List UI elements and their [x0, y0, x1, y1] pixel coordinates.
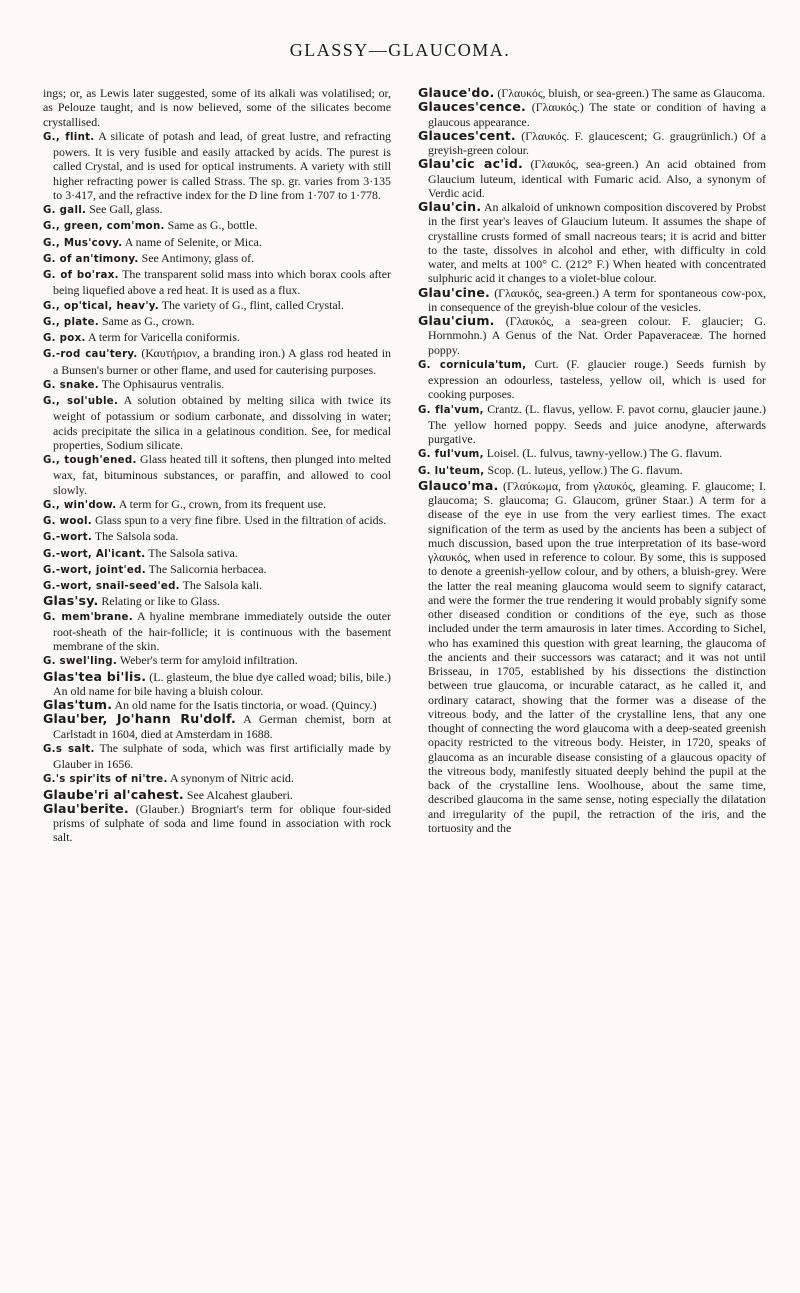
- sub-headword: G. snake.: [43, 379, 99, 391]
- sub-headword: G. fla'vum,: [418, 404, 484, 416]
- sub-headword: G., flint.: [43, 131, 95, 143]
- sub-headword: G. swel'ling.: [43, 656, 118, 668]
- definition-text: The transparent solid mass into which borax cools after being liquefied above a red heat. It is used as a flux.: [53, 267, 391, 298]
- sub-headword: G., tough'ened.: [43, 455, 137, 466]
- dictionary-entry: [418, 286, 766, 315]
- dictionary-entry: [43, 670, 391, 699]
- definition-text: The Salsola soda.: [94, 529, 179, 544]
- sub-headword: G.-rod cau'tery.: [43, 349, 138, 361]
- sub-entry: [418, 357, 766, 402]
- sub-headword: G. pox.: [43, 333, 86, 344]
- sub-entry: [43, 741, 391, 772]
- definition-text: A solution obtained by melting silica with twice its weight of potassium or sodium carbonate, and dissolving in water; acids precipitate the silica in a gelatinous condition. See, for medical properties, Sodium silicate.: [53, 393, 391, 452]
- sub-headword: G. ful'vum,: [418, 449, 484, 461]
- sub-entry: [43, 578, 391, 594]
- sub-entry: [43, 251, 391, 267]
- sub-entry: [43, 129, 391, 202]
- headword: Glau'cic ac'id.: [418, 156, 524, 172]
- dictionary-entry: [418, 157, 766, 200]
- sub-headword: G.'s spir'its of ni'tre.: [43, 774, 168, 786]
- sub-entry: [418, 446, 766, 462]
- definition-text: A synonym of Nitric acid.: [169, 771, 294, 786]
- definition-text: (Γλαυκός. F. glaucescent; G. graugrünlich.) Of a greyish-green colour.: [428, 128, 766, 157]
- definition-text: (Γλαύκωμα, from γλαυκός, gleaming. F. glaucome; I. glaucoma; S. glaucoma; G. Glaucom, grüner Staar.) A term for a disease of the eye in use from the very earliest times. The exact signification of the term as used by the ancients has been a subject of much discussion, based upon the true interpretation of its base-word γλαυκός, when used in reference to colour. By some, this is supposed to denote a greenish-yellow colour, and by others, a bluish-grey. Were the latter the real meaning glaucoma would seem to signify cataract, and were the former the true rendering it would probably signify some other diseased condition or conditions of the eye, such as those included under the term amaurosis in later times. According to Sichel, who has examined this question with great learning, the glaucoma of the ancients and their successors was cataract; and it was not until Brisseau, in 1705, established by his dissections the distinction between true glaucoma, or incurable cataract, as he called it, and ordinary cataract, showing that the former was a disease of the vitreous body, and the latter of the crystalline lens, that any one thought of connecting the word glaucoma with a deep-seated greenish opacity restricted to the vitreous body. Heister, in 1720, speaks of glaucoma as an incurable disease consisting of a glaucous opacity of the vitreous body, manifestly situated deeply behind the pupil at the back of the crystalline lens. Woolhouse, about the same time, described glaucoma in the same sense, noting especially the dilatation and irregularity of the pupil, the retraction of the iris, and the tortuosity and the: [428, 478, 766, 835]
- definition-text: (Γλαυκός, sea-green.) An acid obtained from Glaucium luteum, identical with Fumaric acid. Also, a synonym of Verdic acid.: [428, 157, 766, 200]
- sub-headword: G.-wort, snail-seed'ed.: [43, 581, 180, 592]
- definition-text: (Glauber.) Brogniart's term for oblique four-sided prisms of sulphate of soda and lime found in association with rock salt.: [53, 801, 392, 845]
- definition-text: See Antimony, glass of.: [141, 250, 255, 265]
- dictionary-entry: [418, 100, 766, 129]
- dictionary-entry: [418, 129, 766, 158]
- definition-text: The Salsola sativa.: [148, 545, 238, 560]
- headword: Glau'cium.: [418, 313, 495, 328]
- definition-text: A term for G., crown, from its frequent use.: [118, 496, 327, 511]
- sub-headword: G.-wort.: [43, 532, 93, 544]
- dictionary-entry: [418, 200, 766, 286]
- sub-entry: [43, 546, 391, 562]
- sub-entry: [43, 314, 391, 330]
- dictionary-entry: [418, 86, 766, 100]
- definition-text: A silicate of potash and lead, of great lustre, and refracting powers. It is very fusible and easily attacked by acids. The purest is called Crystal, and is used for optical instruments. A variety with still higher refracting power is called Strass. The sp. gr. varies from 3·135 to 3·417, and the refractive index for the D line from 1·707 to 1·778.: [53, 128, 391, 202]
- dictionary-entry: [43, 594, 391, 608]
- headword: Glas'tum.: [43, 697, 113, 712]
- definition-text: The Salsola kali.: [182, 578, 263, 592]
- definition-text: A name of Selenite, or Mica.: [124, 234, 262, 249]
- definition-text: The Ophisaurus ventralis.: [101, 376, 225, 391]
- running-head: GLASSY—GLAUCOMA.: [289, 40, 511, 60]
- sub-headword: G., plate.: [43, 316, 99, 328]
- definition-text: Loisel. (L. fulvus, tawny-yellow.) The G. flavum.: [486, 446, 723, 461]
- definition-text: See Gall, glass.: [89, 202, 163, 216]
- sub-headword: G. of bo'rax.: [43, 270, 119, 281]
- definition-text: An old name for the Isatis tinctoria, or woad. (Quincy.): [114, 698, 377, 712]
- continued-text: [43, 86, 391, 129]
- sub-headword: G., sol'uble.: [43, 396, 119, 407]
- definition-text: An alkaloid of unknown composition discovered by Probst in the first year's leaves of Glaucium luteum. It assumes the shape of crystalline crusts formed of small nacreous tears; it is acrid and bitter to the taste, dissolves in alcohol and ether, with difficulty in cold water, and melts at 100° C. (212° F.) When heated with concentrated sulphuric acid it changes to a violet-blue colour.: [428, 200, 766, 286]
- definition-text: Same as G., bottle.: [167, 218, 258, 233]
- sub-entry: [43, 202, 391, 218]
- sub-headword: G. lu'teum,: [418, 465, 485, 477]
- definition-text: A German chemist, born at Carlstadt in 1604, died at Amsterdam in 1688.: [53, 712, 391, 741]
- sub-entry: [43, 497, 391, 513]
- sub-headword: G., win'dow.: [43, 499, 117, 511]
- sub-entry: [43, 562, 391, 578]
- definition-text: The variety of G., flint, called Crystal.: [161, 297, 344, 312]
- dictionary-entry: [43, 788, 391, 802]
- definition-text: Glass heated till it softens, then plunged into melted wax, fat, bituminous substances, or paraffin, and allowed to cool slowly.: [53, 452, 391, 497]
- definition-text: (Καυτήριον, a branding iron.) A glass rod heated in a Bunsen's burner or other flame, and used for cauterising purposes.: [53, 346, 391, 377]
- definition-text: The sulphate of soda, which was first artificially made by Glauber in 1656.: [53, 740, 392, 771]
- left-column: [43, 86, 391, 845]
- right-column: [418, 86, 766, 835]
- dictionary-entry: [418, 479, 766, 835]
- definition-text: (Γλαυκός, sea-green.) A term for spontaneous cow-pox, in consequence of the greyish-blue colour of the vesicles.: [428, 285, 766, 314]
- sub-entry: [43, 346, 391, 377]
- sub-headword: G., op'tical, heav'y.: [43, 300, 159, 312]
- sub-entry: [418, 402, 766, 447]
- definition-text: A term for Varicella coniformis.: [87, 330, 240, 344]
- dictionary-entry: [43, 698, 391, 712]
- sub-headword: G., Mus'covy.: [43, 237, 123, 249]
- sub-entry: [43, 235, 391, 251]
- dictionary-entry: [43, 802, 391, 845]
- headword: Glau'ber, Jo'hann Ru'dolf.: [43, 711, 236, 727]
- definition-text: Curt. (F. glaucier rouge.) Seeds furnish by expression an odourless, tasteless, yellow oil, which is used for cooking purposes.: [428, 356, 766, 402]
- sub-headword: G.-wort, joint'ed.: [43, 564, 146, 576]
- definition-text: (L. glasteum, the blue dye called woad; bilis, bile.) An old name for bile having a bluish colour.: [53, 669, 391, 698]
- sub-entry: [43, 298, 391, 314]
- sub-headword: G. of an'timony.: [43, 253, 139, 265]
- definition-text: Glass spun to a very fine fibre. Used in the filtration of acids.: [94, 513, 387, 527]
- sub-entry: [43, 771, 391, 787]
- sub-entry: [43, 529, 391, 545]
- definition-text: Weber's term for amyloid infiltration.: [119, 653, 298, 668]
- sub-headword: G. gall.: [43, 205, 87, 216]
- sub-headword: G., green, com'mon.: [43, 221, 165, 233]
- headword: Glau'berite.: [43, 800, 129, 816]
- definition-text: Same as G., crown.: [101, 313, 195, 328]
- sub-entry: [43, 377, 391, 393]
- dictionary-entry: [418, 314, 766, 357]
- headword: Glauces'cent.: [418, 127, 516, 143]
- sub-headword: G.-wort, Al'icant.: [43, 548, 146, 560]
- sub-headword: G. cornicula'tum,: [418, 359, 527, 371]
- headword: Glauce'do.: [418, 85, 495, 100]
- sub-headword: G. mem'brane.: [43, 611, 133, 623]
- definition-text: The Salicornia herbacea.: [148, 561, 267, 576]
- sub-entry: [43, 330, 391, 346]
- headword: Glau'cin.: [418, 199, 482, 214]
- headword: Glauces'cence.: [418, 99, 527, 115]
- sub-headword: G.s salt.: [43, 743, 95, 755]
- sub-entry: [43, 609, 391, 654]
- definition-text: A hyaline membrane immediately outside the outer root-sheath of the hair-follicle; it is continuous with the basement membrane of the skin.: [53, 608, 391, 653]
- definition-text: Scop. (L. luteus, yellow.) The G. flavum.: [487, 462, 683, 477]
- definition-text: ings; or, as Lewis later suggested, some of its alkali was volatilised; or, as Pelouze taught, and is now believed, some of the silicates become crystallised.: [43, 86, 391, 129]
- headword: Glas'tea bi'lis.: [43, 668, 147, 684]
- sub-entry: [43, 267, 391, 298]
- definition-text: Crantz. (L. flavus, yellow. F. pavot cornu, glaucier jaune.) The yellow horned poppy. Seeds and juice anodyne, afterwards purgative.: [428, 401, 766, 446]
- sub-entry: [43, 393, 391, 452]
- sub-headword: G. wool.: [43, 516, 92, 527]
- definition-text: (Γλαυκός, a sea-green colour. F. glaucier; G. Hornmohn.) A Genus of the Nat. Order Papaveraceæ. The horned poppy.: [428, 314, 766, 357]
- headword: Glaube'ri al'cahest.: [43, 786, 184, 802]
- dictionary-entry: [43, 712, 391, 741]
- sub-entry: [43, 653, 391, 669]
- headword: Glau'cine.: [418, 284, 491, 300]
- sub-entry: [43, 513, 391, 529]
- headword: Glas'sy.: [43, 593, 99, 609]
- headword: Glauco'ma.: [418, 477, 499, 493]
- definition-text: (Γλαυκός, bluish, or sea-green.) The same as Glaucoma.: [497, 86, 766, 100]
- definition-text: (Γλαυκός.) The state or condition of having a glaucous appearance.: [428, 100, 766, 129]
- definition-text: Relating or like to Glass.: [101, 594, 220, 609]
- definition-text: See Alcahest glauberi.: [186, 787, 293, 802]
- sub-entry: [418, 463, 766, 479]
- sub-entry: [43, 218, 391, 234]
- sub-entry: [43, 452, 391, 497]
